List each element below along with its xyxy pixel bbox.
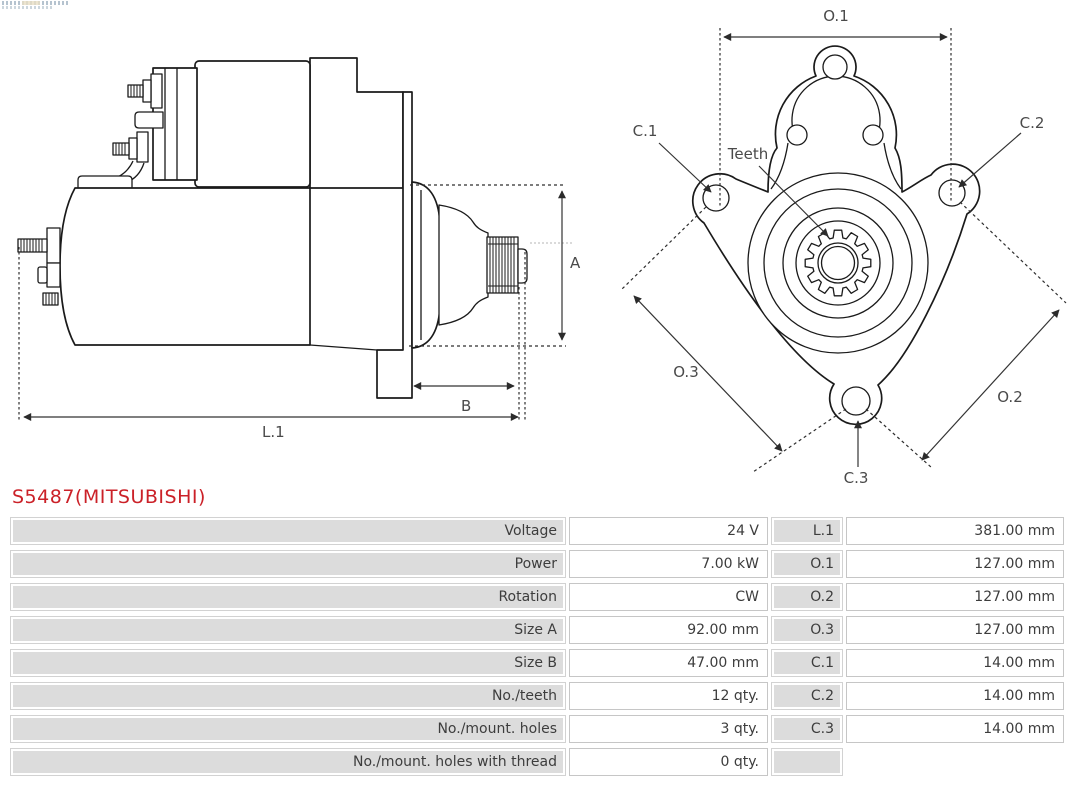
spec-value-cell: CW bbox=[569, 583, 768, 611]
solenoid-tab bbox=[135, 112, 163, 128]
spec-value2-cell bbox=[846, 748, 1064, 776]
logo-watermark bbox=[2, 1, 68, 11]
logo-watermark-row bbox=[2, 6, 52, 9]
spec-label-cell: No./teeth bbox=[10, 682, 566, 710]
spec-label-cell: Size B bbox=[10, 649, 566, 677]
spec-value-cell: 0 qty. bbox=[569, 748, 768, 776]
gear-bore-inner bbox=[822, 247, 855, 280]
spec-label-cell: No./mount. holes with thread bbox=[10, 748, 566, 776]
spec-value-cell: 47.00 mm bbox=[569, 649, 768, 677]
drive-end-cap bbox=[412, 182, 440, 348]
spec-label-cell: Rotation bbox=[10, 583, 566, 611]
drive-housing-block bbox=[310, 58, 403, 188]
starter-side-view-diagram bbox=[0, 40, 600, 460]
spec-value-cell: 24 V bbox=[569, 517, 768, 545]
dim-label-b: B bbox=[461, 397, 472, 415]
spec-label-cell: Power bbox=[10, 550, 566, 578]
nose-cone bbox=[439, 205, 488, 325]
body-top-strip bbox=[78, 176, 132, 188]
logo-watermark-row bbox=[2, 1, 68, 5]
dim-o2-extension-top bbox=[960, 202, 1066, 303]
spec-label-cell: No./mount. holes bbox=[10, 715, 566, 743]
spec-value-cell: 7.00 kW bbox=[569, 550, 768, 578]
shaft-tip bbox=[518, 249, 527, 283]
spec-label2-cell: C.2 bbox=[771, 682, 843, 710]
rear-plug bbox=[38, 263, 60, 287]
spec-label2-cell: C.1 bbox=[771, 649, 843, 677]
teeth-label: Teeth bbox=[727, 145, 769, 163]
solenoid-terminal-upper bbox=[128, 74, 162, 108]
dim-o2-arrow bbox=[922, 310, 1059, 460]
spec-value-cell: 12 qty. bbox=[569, 682, 768, 710]
solenoid-terminal-lower bbox=[113, 132, 148, 162]
dim-o3-extension-bottom bbox=[753, 409, 846, 472]
mount-hole-c2 bbox=[939, 180, 965, 206]
spec-value2-cell: 14.00 mm bbox=[846, 715, 1064, 743]
dim-label-o1: O.1 bbox=[823, 7, 849, 25]
spec-value-cell: 92.00 mm bbox=[569, 616, 768, 644]
dim-o3-extension-top bbox=[622, 207, 706, 289]
arch-top-hole bbox=[823, 55, 847, 79]
arch-ear-hole bbox=[787, 125, 807, 145]
spec-label-cell: Size A bbox=[10, 616, 566, 644]
dim-c1-leader bbox=[659, 143, 711, 192]
mount-hole-c3 bbox=[842, 387, 870, 415]
spec-value-cell: 3 qty. bbox=[569, 715, 768, 743]
spec-value2-cell: 14.00 mm bbox=[846, 649, 1064, 677]
dim-label-o2: O.2 bbox=[997, 388, 1023, 406]
spec-label2-cell: O.3 bbox=[771, 616, 843, 644]
solenoid-body bbox=[195, 61, 310, 187]
dim-label-c2: C.2 bbox=[1019, 114, 1045, 132]
dim-label-l1: L.1 bbox=[262, 423, 285, 441]
dim-c2-leader bbox=[959, 133, 1021, 187]
spec-value2-cell: 127.00 mm bbox=[846, 583, 1064, 611]
spec-label2-cell: C.3 bbox=[771, 715, 843, 743]
spec-label2-cell: O.2 bbox=[771, 583, 843, 611]
spec-table bbox=[10, 517, 1064, 776]
spec-label2-cell bbox=[771, 748, 843, 776]
spec-value2-cell: 127.00 mm bbox=[846, 616, 1064, 644]
dim-o3-arrow bbox=[634, 296, 782, 451]
rear-terminal-upper bbox=[18, 228, 60, 263]
spec-value2-cell: 127.00 mm bbox=[846, 550, 1064, 578]
flange-connector-line bbox=[310, 345, 377, 350]
starter-front-view-diagram bbox=[600, 0, 1080, 500]
spec-label-cell: Voltage bbox=[10, 517, 566, 545]
dim-label-a: A bbox=[570, 254, 581, 272]
product-title: S5487(MITSUBISHI) bbox=[12, 486, 206, 508]
dim-label-c1: C.1 bbox=[632, 122, 658, 140]
motor-body bbox=[60, 188, 310, 345]
spec-value2-cell: 381.00 mm bbox=[846, 517, 1064, 545]
spec-value2-cell: 14.00 mm bbox=[846, 682, 1064, 710]
dim-label-o3: O.3 bbox=[673, 363, 699, 381]
spec-label2-cell: L.1 bbox=[771, 517, 843, 545]
spec-label2-cell: O.1 bbox=[771, 550, 843, 578]
dim-label-c3: C.3 bbox=[843, 469, 869, 487]
arch-ear-hole bbox=[863, 125, 883, 145]
rear-terminal-lower bbox=[43, 293, 58, 305]
